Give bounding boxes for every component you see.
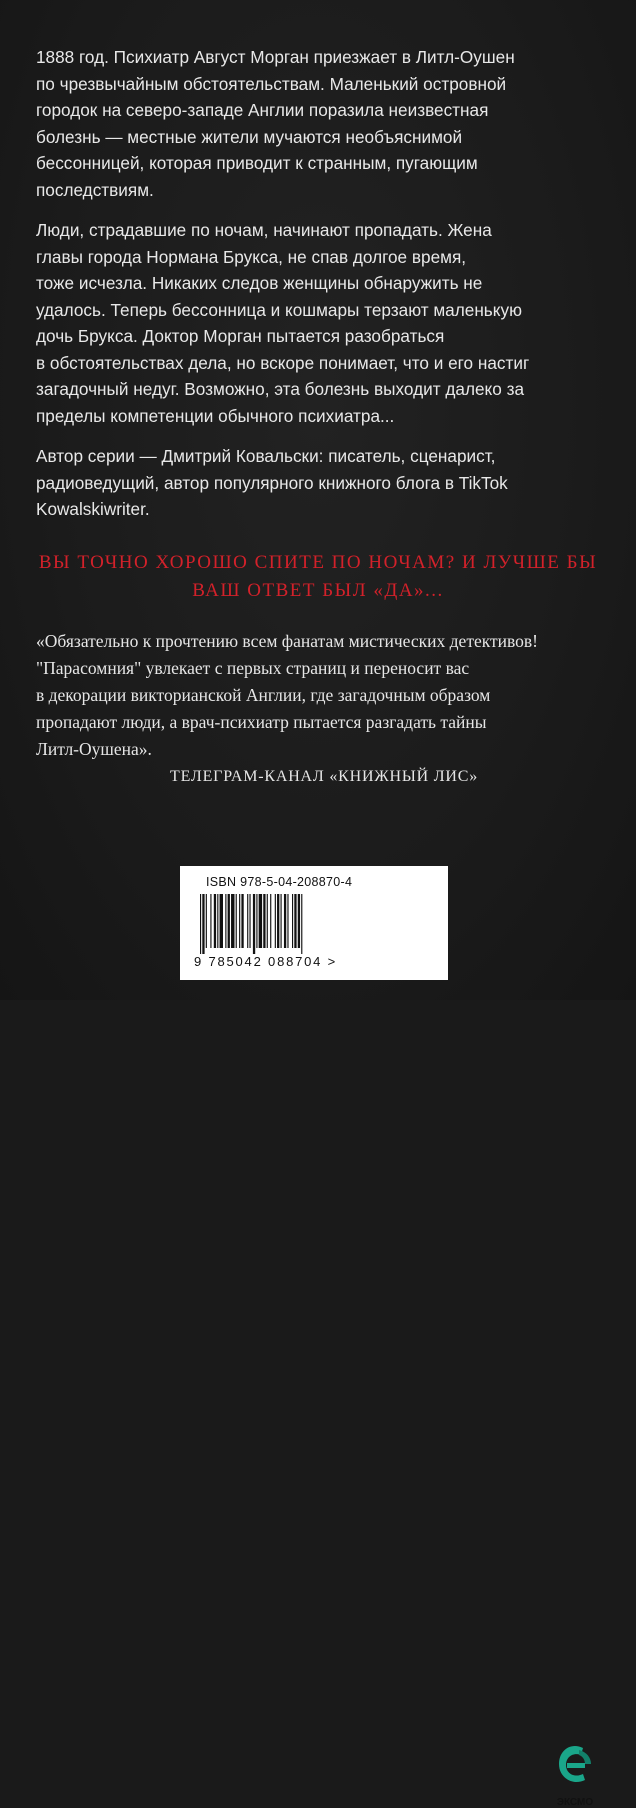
quote-source: ТЕЛЕГРАМ-КАНАЛ «КНИЖНЫЙ ЛИС» bbox=[170, 768, 479, 785]
publisher-logo bbox=[544, 1740, 606, 1808]
text-line: последствиям. bbox=[36, 179, 154, 200]
quote-line: пропадают люди, а врач-психиатр пытается разгадать тайны bbox=[36, 712, 487, 732]
text-line: в обстоятельствах дела, но вскоре понимает, что и его настиг bbox=[36, 352, 530, 373]
quote-line: "Парасомния" увлекает с первых страниц и переносит вас bbox=[36, 658, 470, 678]
barcode-panel bbox=[180, 866, 594, 1808]
barcode-digits: 9 785042 088704 > bbox=[194, 954, 338, 969]
quote-line: в декорации викторианской Англии, где загадочным образом bbox=[36, 685, 491, 705]
review-quote bbox=[36, 628, 616, 790]
tagline-line: ВЫ ТОЧНО ХОРОШО СПИТЕ ПО НОЧАМ? И ЛУЧШЕ БЫ bbox=[38, 552, 598, 573]
publisher-name: ЭКСМО bbox=[556, 1797, 594, 1808]
red-tagline bbox=[0, 549, 636, 605]
text-line: дочь Брукса. Доктор Морган пытается разобраться bbox=[36, 326, 445, 346]
isbn-label: ISBN 978-5-04-208870-4 bbox=[206, 875, 353, 889]
text-line: бессонницей, которая приводит к странным, пугающим bbox=[36, 153, 478, 173]
tagline-line: ВАШ ОТВЕТ БЫЛ «ДА»... bbox=[192, 580, 444, 601]
text-line: 1888 год. Психиатр Август Морган приезжает в Литл-Оушен bbox=[36, 47, 515, 67]
quote-line: Литл-Оушена». bbox=[36, 739, 152, 759]
blurb-text bbox=[36, 44, 606, 537]
text-line: пределы компетенции обычного психиатра... bbox=[36, 405, 395, 426]
blurb-paragraph-1 bbox=[36, 44, 606, 203]
text-line: загадочный недуг. Возможно, эта болезнь выходит далеко за bbox=[36, 379, 525, 399]
text-line: удалось. Теперь бессонница и кошмары терзают маленькую bbox=[36, 299, 522, 320]
blurb-paragraph-2 bbox=[36, 217, 606, 429]
text-line: по чрезвычайным обстоятельствам. Маленький островной bbox=[36, 73, 507, 94]
text-line: тоже исчезла. Никаких следов женщины обнаружить не bbox=[36, 273, 483, 293]
text-line: Kowalskiwriter. bbox=[36, 499, 150, 519]
text-line: городок на северо-западе Англии поразила неизвестная bbox=[36, 100, 489, 120]
text-line: Автор серии — Дмитрий Ковальски: писатель, сценарист, bbox=[36, 446, 496, 466]
text-line: болезнь — местные жители мучаются необъяснимой bbox=[36, 126, 463, 147]
quote-line: «Обязательно к прочтению всем фанатам мистических детективов! bbox=[36, 631, 538, 651]
text-line: радиоведущий, автор популярного книжного блога в TikTok bbox=[36, 472, 508, 493]
text-line: главы города Нормана Брукса, не спав долгое время, bbox=[36, 246, 467, 267]
blurb-paragraph-3 bbox=[36, 443, 606, 523]
text-line: Люди, страдавшие по ночам, начинают пропадать. Жена bbox=[36, 220, 492, 240]
eksmo-logo-icon bbox=[553, 1740, 597, 1790]
barcode-bars bbox=[198, 894, 348, 954]
